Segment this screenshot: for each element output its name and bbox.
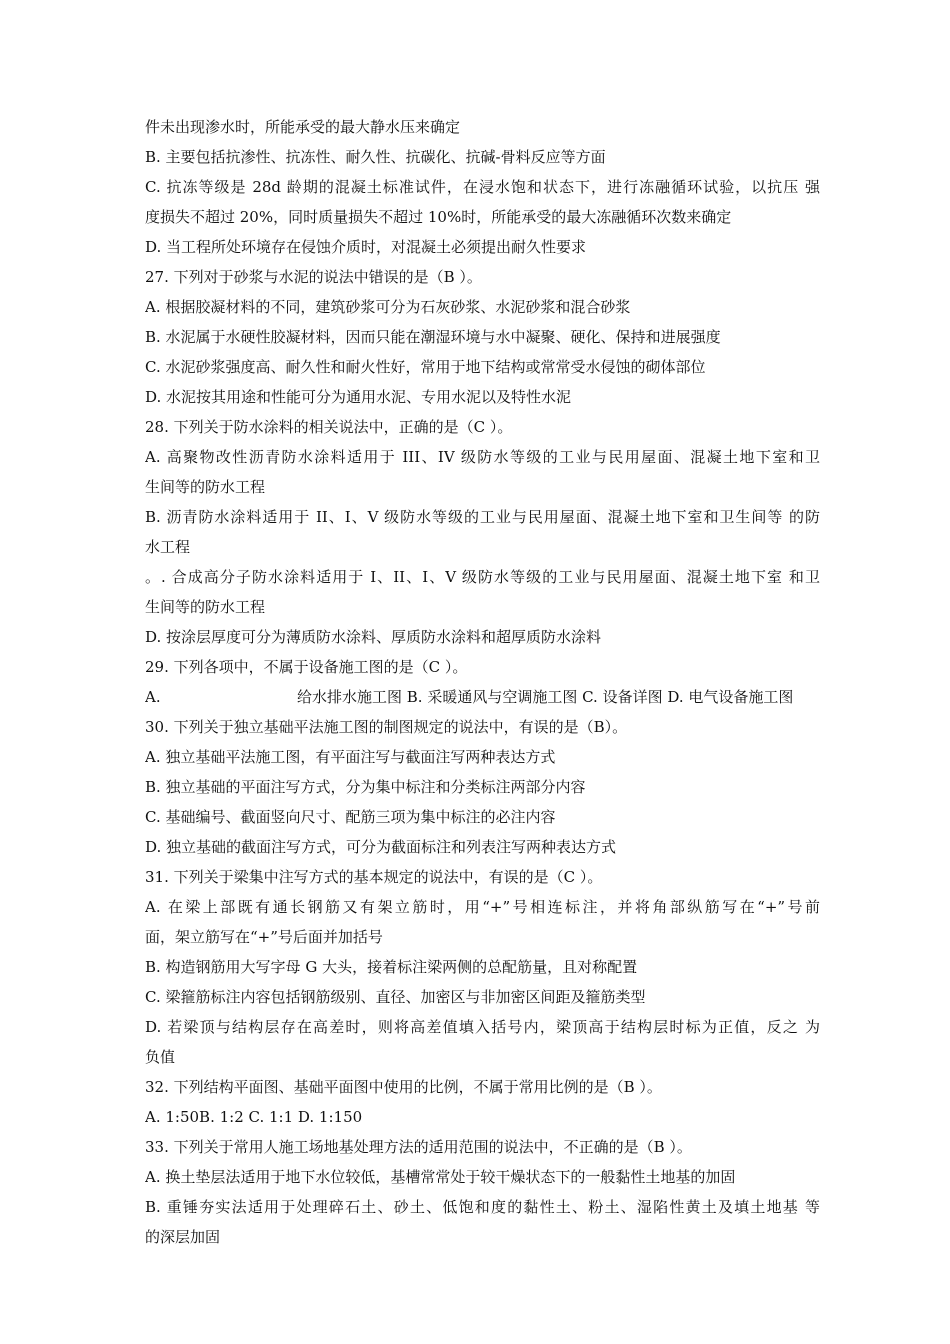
option-c: C. 梁箍筋标注内容包括钢筋级别、直径、加密区与非加密区间距及箍筋类型 bbox=[145, 988, 646, 1006]
option-d: D. 水泥按其用途和性能可分为通用水泥、专用水泥以及特性水泥 bbox=[145, 388, 572, 406]
text-line: 的深层加固 bbox=[145, 1228, 221, 1246]
option-b: B. 独立基础的平面注写方式，分为集中标注和分类标注两部分内容 bbox=[145, 778, 586, 796]
question-29-options bbox=[145, 682, 820, 712]
options-line: A. 1:50B. 1:2 C. 1:1 D. 1:150 bbox=[145, 1108, 363, 1126]
question-32: 32. 下列结构平面图、基础平面图中使用的比例，不属于常用比例的是（B ）。 bbox=[145, 1078, 662, 1096]
option-b: B. 重锤夯实法适用于处理碎石土、砂土、低饱和度的黏性土、粉土、湿陷性黄土及填土地基 等 bbox=[145, 1198, 820, 1216]
text-line: 度损失不超过 20%，同时质量损失不超过 10%时，所能承受的最大冻融循环次数来确定 bbox=[145, 208, 732, 226]
option-d: D. 当工程所处环境存在侵蚀介质时，对混凝土必须提出耐久性要求 bbox=[145, 238, 587, 256]
question-30: 30. 下列关于独立基础平法施工图的制图规定的说法中，有误的是（B）。 bbox=[145, 718, 628, 736]
option-b: B. 水泥属于水硬性胶凝材料，因而只能在潮湿环境与水中凝聚、硬化、保持和进展强度 bbox=[145, 328, 721, 346]
options-text: 给水排水施工图 B. 采暖通风与空调施工图 C. 设备详图 D. 电气设备施工图 bbox=[297, 688, 794, 706]
option-b: B. 沥青防水涂料适用于 II、I、V 级防水等级的工业与民用屋面、混凝土地下室和卫生间等 的防 bbox=[145, 508, 820, 526]
option-d: D. 若梁顶与结构层存在高差时，则将高差值填入括号内，梁顶高于结构层时标为正值，反之 为 bbox=[145, 1018, 820, 1036]
text-line: 水工程 bbox=[145, 538, 191, 556]
option-a: A. 独立基础平法施工图，有平面注写与截面注写两种表达方式 bbox=[145, 748, 556, 766]
question-28: 28. 下列关于防水涂料的相关说法中，正确的是（C ）。 bbox=[145, 418, 513, 436]
text-line: 负值 bbox=[145, 1048, 176, 1066]
option-c: C. 水泥砂浆强度高、耐久性和耐火性好，常用于地下结构或常常受水侵蚀的砌体部位 bbox=[145, 358, 706, 376]
text-line: 面，架立筋写在“+”号后面并加括号 bbox=[145, 928, 383, 946]
option-a: A. 换土垫层法适用于地下水位较低，基槽常常处于较干燥状态下的一般黏性土地基的加固 bbox=[145, 1168, 736, 1186]
option-b: B. 主要包括抗渗性、抗冻性、耐久性、抗碳化、抗碱-骨料反应等方面 bbox=[145, 148, 606, 166]
option-a: A. 高聚物改性沥青防水涂料适用于 III、IV 级防水等级的工业与民用屋面、混凝土地下室和卫 bbox=[145, 448, 820, 466]
text-line: 件未出现渗水时，所能承受的最大静水压来确定 bbox=[145, 118, 461, 136]
option-c: C. 基础编号、截面竖向尺寸、配筋三项为集中标注的必注内容 bbox=[145, 808, 556, 826]
option-a: A. 根据胶凝材料的不同，建筑砂浆可分为石灰砂浆、水泥砂浆和混合砂浆 bbox=[145, 298, 631, 316]
option-c: 。. 合成高分子防水涂料适用于 I、II、I、V 级防水等级的工业与民用屋面、混凝土地下室 和卫 bbox=[145, 568, 820, 586]
option-a: A. 在梁上部既有通长钢筋又有架立筋时，用“+”号相连标注，并将角部纵筋写在“+”号前 bbox=[145, 898, 820, 916]
text-line: 生间等的防水工程 bbox=[145, 598, 266, 616]
question-29: 29. 下列各项中，不属于设备施工图的是（C ）。 bbox=[145, 658, 468, 676]
question-33: 33. 下列关于常用人施工场地基处理方法的适用范围的说法中，不正确的是（B ）。 bbox=[145, 1138, 692, 1156]
option-d: D. 按涂层厚度可分为薄质防水涂料、厚质防水涂料和超厚质防水涂料 bbox=[145, 628, 602, 646]
question-27: 27. 下列对于砂浆与水泥的说法中错误的是（B ）。 bbox=[145, 268, 482, 286]
document-body bbox=[145, 112, 820, 1252]
option-a-label: A. bbox=[145, 688, 161, 706]
option-b: B. 构造钢筋用大写字母 G 大头，接着标注梁两侧的总配筋量，且对称配置 bbox=[145, 958, 638, 976]
text-line: 生间等的防水工程 bbox=[145, 478, 266, 496]
option-c: C. 抗冻等级是 28d 龄期的混凝土标准试件，在浸水饱和状态下，进行冻融循环试验，以抗压 强 bbox=[145, 178, 820, 196]
question-31: 31. 下列关于梁集中注写方式的基本规定的说法中，有误的是（C ）。 bbox=[145, 868, 603, 886]
option-d: D. 独立基础的截面注写方式，可分为截面标注和列表注写两种表达方式 bbox=[145, 838, 617, 856]
